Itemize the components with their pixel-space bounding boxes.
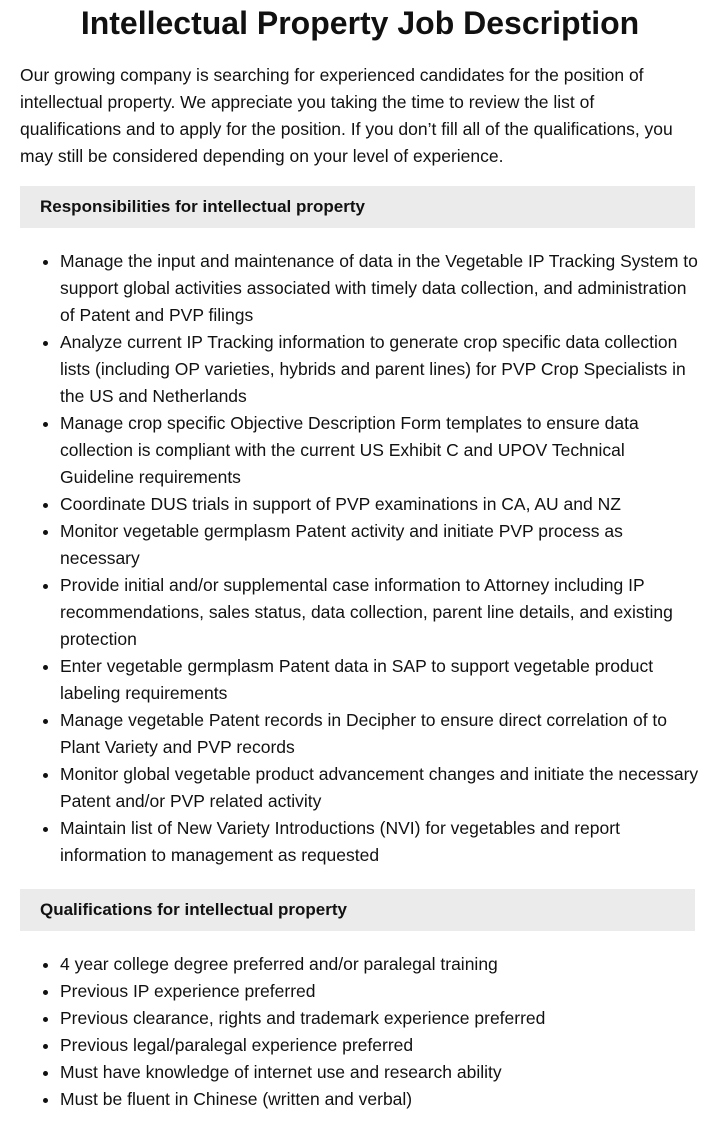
list-item: • Previous clearance, rights and trademark experience preferred bbox=[60, 1005, 700, 1032]
list-item: • Maintain list of New Variety Introductions (NVI) for vegetables and report information to management as requested bbox=[60, 815, 700, 869]
responsibilities-heading: Responsibilities for intellectual property bbox=[20, 186, 695, 228]
list-item: • Must have knowledge of internet use and research ability bbox=[60, 1059, 700, 1086]
list-item: • Enter vegetable germplasm Patent data in SAP to support vegetable product labeling requirements bbox=[60, 653, 700, 707]
list-item: • Coordinate DUS trials in support of PVP examinations in CA, AU and NZ bbox=[60, 491, 700, 518]
list-item: • Manage crop specific Objective Description Form templates to ensure data collection is compliant with the current US Exhibit C and UPOV Technical Guideline requirements bbox=[60, 410, 700, 491]
intro-paragraph: Our growing company is searching for experienced candidates for the position of intellectual property. We appreciate you taking the time to review the list of qualifications and to apply for the position. If you don’t fill all of the qualifications, you may still be considered depending on your level of experience. bbox=[20, 65, 673, 166]
list-item: • Monitor global vegetable product advancement changes and initiate the necessary Patent and/or PVP related activity bbox=[60, 761, 700, 815]
list-item: • Monitor vegetable germplasm Patent activity and initiate PVP process as necessary bbox=[60, 518, 700, 572]
list-item: • Previous IP experience preferred bbox=[60, 978, 700, 1005]
list-item: • Provide initial and/or supplemental case information to Attorney including IP recommendations, sales status, data collection, parent line details, and existing protection bbox=[60, 572, 700, 653]
list-item: • Previous legal/paralegal experience preferred bbox=[60, 1032, 700, 1059]
list-item: • Analyze current IP Tracking information to generate crop specific data collection lists (including OP varieties, hybrids and parent lines) for PVP Crop Specialists in the US and Netherlands bbox=[60, 329, 700, 410]
list-item: • Manage the input and maintenance of data in the Vegetable IP Tracking System to support global activities associated with timely data collection, and administration of Patent and PVP filings bbox=[60, 248, 700, 329]
qualifications-heading: Qualifications for intellectual property bbox=[20, 889, 695, 931]
list-item: • Must be fluent in Chinese (written and verbal) bbox=[60, 1086, 700, 1113]
responsibilities-list bbox=[20, 248, 700, 869]
list-item: • 4 year college degree preferred and/or paralegal training bbox=[60, 951, 700, 978]
page-title: Intellectual Property Job Description bbox=[80, 5, 640, 41]
list-item: • Manage vegetable Patent records in Decipher to ensure direct correlation of to Plant Variety and PVP records bbox=[60, 707, 700, 761]
qualifications-list bbox=[20, 951, 700, 1113]
